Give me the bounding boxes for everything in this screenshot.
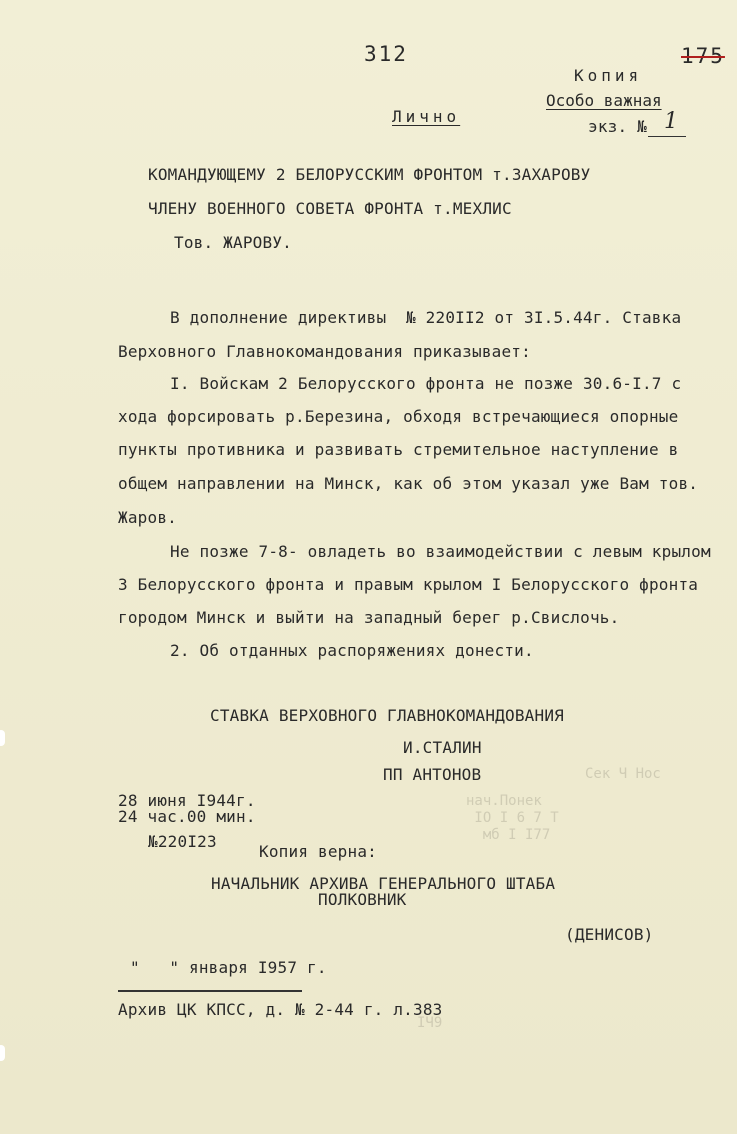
personal-mark: Лично bbox=[392, 107, 461, 126]
bleed-through-text: нач.Понек IO I 6 7 Т мб I I77 bbox=[466, 793, 559, 843]
order-time: 24 час.00 мин. bbox=[118, 807, 256, 826]
body-line: городом Минск и выйти на западный берег р.Свислочь. bbox=[118, 608, 620, 627]
addressee-zharov: Тов. ЖАРОВУ. bbox=[174, 233, 292, 252]
chief-name: (ДЕНИСОВ) bbox=[565, 925, 654, 944]
body-line: В дополнение директивы № 220II2 от 3I.5.44г. Ставка bbox=[170, 308, 682, 327]
order-date: 28 июня I944г. bbox=[118, 791, 256, 810]
signature-antonov: ПП АНТОНОВ bbox=[383, 765, 482, 784]
body-line: Жаров. bbox=[118, 508, 177, 527]
page-number: 312 bbox=[364, 42, 408, 66]
certification-date: " " января I957 г. bbox=[130, 958, 327, 977]
bleed-through-text: IЧ9 bbox=[417, 1015, 443, 1031]
chief-title: НАЧАЛЬНИК АРХИВА ГЕНЕРАЛЬНОГО ШТАБА bbox=[211, 874, 556, 893]
body-line: 2. Об отданных распоряжениях донести. bbox=[170, 641, 534, 660]
body-line: 3 Белорусского фронта и правым крылом I Белорусского фронта bbox=[118, 575, 699, 594]
importance-stamp: Особо важная bbox=[546, 91, 662, 110]
separator-line bbox=[118, 990, 302, 992]
punch-hole bbox=[0, 730, 5, 746]
copy-stamp: Копия bbox=[574, 66, 643, 85]
body-line: пункты противника и развивать стремительное наступление в bbox=[118, 440, 679, 459]
exemplar-underline bbox=[648, 136, 686, 137]
signature-org: СТАВКА ВЕРХОВНОГО ГЛАВНОКОМАНДОВАНИЯ bbox=[210, 706, 564, 725]
bleed-through-text: Сек Ч Нос bbox=[585, 766, 661, 782]
addressee-commander: КОМАНДУЮЩЕМУ 2 БЕЛОРУССКИМ ФРОНТОМ т.ЗАХАРОВУ bbox=[148, 165, 591, 184]
punch-hole bbox=[0, 1045, 5, 1061]
exemplar-label: экз. № bbox=[588, 117, 647, 136]
chief-rank: ПОЛКОВНИК bbox=[318, 890, 407, 909]
addressee-council-member: ЧЛЕНУ ВОЕННОГО СОВЕТА ФРОНТА т.МЕХЛИС bbox=[148, 199, 512, 218]
body-line: Верховного Главнокомандования приказывает: bbox=[118, 342, 531, 361]
body-line: общем направлении на Минск, как об этом указал уже Вам тов. bbox=[118, 474, 699, 493]
order-number: №220I23 bbox=[148, 832, 217, 851]
signature-stalin: И.СТАЛИН bbox=[403, 738, 482, 757]
body-line: I. Войскам 2 Белорусского фронта не позже 30.6-I.7 с bbox=[170, 374, 682, 393]
exemplar-number: 1 bbox=[664, 109, 679, 134]
archive-page-number: 175 bbox=[681, 44, 725, 68]
body-line: хода форсировать р.Березина, обходя встречающиеся опорные bbox=[118, 407, 679, 426]
copy-certified: Копия верна: bbox=[259, 842, 377, 861]
archive-reference: Архив ЦК КПСС, д. № 2-44 г. л.383 bbox=[118, 1000, 443, 1019]
body-line: Не позже 7-8- овладеть во взаимодействии с левым крылом bbox=[170, 542, 711, 561]
